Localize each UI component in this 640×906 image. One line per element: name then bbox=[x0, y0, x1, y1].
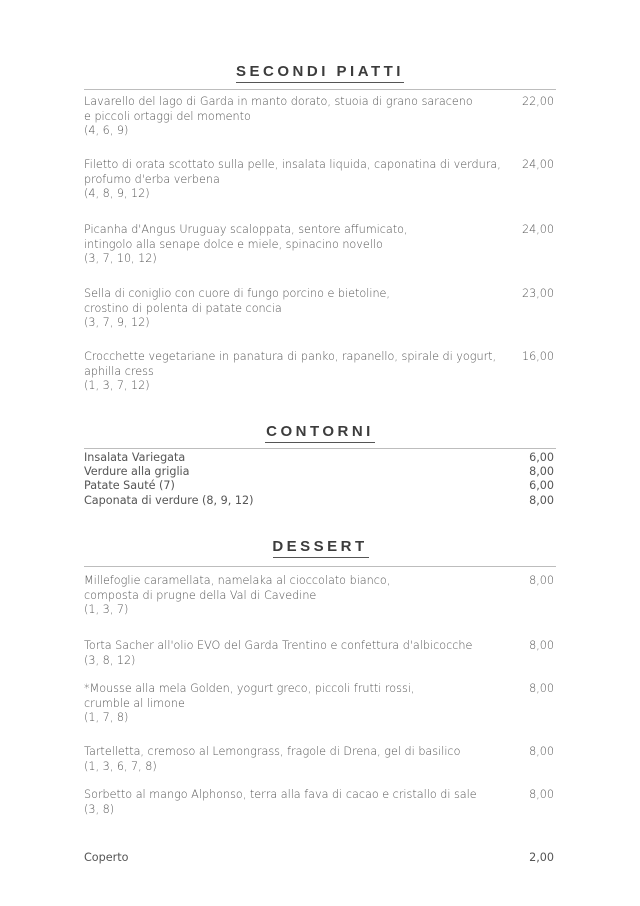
side-item-name: Patate Sauté (7) bbox=[84, 479, 175, 492]
side-item bbox=[84, 494, 556, 509]
item-description: Millefoglie caramellata, namelaka al cioccolato bianco, composta di prugne della Val di Cavedine (1, 3, 7) bbox=[84, 574, 391, 616]
coperto-label: Coperto bbox=[84, 851, 129, 864]
side-item-name: Verdure alla griglia bbox=[84, 465, 190, 478]
item-price: 16,00 bbox=[521, 350, 554, 363]
menu-item bbox=[84, 287, 556, 331]
item-description: Sorbetto al mango Alphonso, terra alla fava di cacao e cristallo di sale (3, 8) bbox=[84, 788, 477, 816]
side-item bbox=[84, 479, 556, 494]
item-description: Picanha d'Angus Uruguay scaloppata, sentore affumicato, intingolo alla senape dolce e miele, spinacino novello (3, 7, 10, 12) bbox=[84, 223, 408, 265]
item-description: Sella di coniglio con cuore di fungo porcino e bietoline, crostino di polenta di patate concia (3, 7, 9, 12) bbox=[84, 287, 390, 329]
menu-item bbox=[84, 350, 556, 394]
item-description: *Mousse alla mela Golden, yogurt greco, piccoli frutti rossi, crumble al limone (1, 7, 8) bbox=[84, 682, 415, 724]
item-price: 22,00 bbox=[521, 95, 554, 108]
side-item-price: 8,00 bbox=[529, 494, 554, 507]
item-price: 8,00 bbox=[529, 574, 554, 587]
menu-item bbox=[84, 682, 556, 726]
dessert-title: DESSERT bbox=[272, 538, 368, 555]
secondi-title: SECONDI PIATTI bbox=[236, 63, 404, 80]
contorni-title: CONTORNI bbox=[266, 423, 374, 440]
coperto-price: 2,00 bbox=[529, 851, 554, 864]
secondi-title-underline bbox=[236, 82, 404, 83]
menu-item bbox=[84, 158, 556, 202]
dessert-rule bbox=[84, 566, 556, 567]
contorni-title-underline bbox=[265, 442, 375, 443]
item-price: 8,00 bbox=[529, 745, 554, 758]
menu-item bbox=[84, 639, 556, 668]
item-price: 8,00 bbox=[529, 639, 554, 652]
side-item bbox=[84, 465, 556, 480]
menu-item bbox=[84, 95, 556, 139]
contorni-rule bbox=[84, 448, 556, 449]
item-price: 24,00 bbox=[521, 158, 554, 171]
item-description: Lavarello del lago di Garda in manto dorato, stuoia di grano saraceno e piccoli ortaggi del momento (4, 6, 9) bbox=[84, 95, 473, 137]
menu-item bbox=[84, 788, 556, 817]
menu-item bbox=[84, 574, 556, 618]
side-item bbox=[84, 451, 556, 466]
item-price: 8,00 bbox=[529, 788, 554, 801]
dessert-title-underline bbox=[273, 557, 369, 558]
side-item-price: 6,00 bbox=[529, 479, 554, 492]
menu-item bbox=[84, 745, 556, 774]
menu-item bbox=[84, 223, 556, 267]
item-price: 24,00 bbox=[521, 223, 554, 236]
side-item-name: Caponata di verdure (8, 9, 12) bbox=[84, 494, 254, 507]
item-description: Torta Sacher all'olio EVO del Garda Trentino e confettura d'albicocche (3, 8, 12) bbox=[84, 639, 473, 667]
side-item-name: Insalata Variegata bbox=[84, 451, 186, 464]
side-item-price: 6,00 bbox=[529, 451, 554, 464]
side-item-price: 8,00 bbox=[529, 465, 554, 478]
item-description: Crocchette vegetariane in panatura di panko, rapanello, spirale di yogurt, aphilla cress (1, 3, 7, 12) bbox=[84, 350, 497, 392]
item-description: Filetto di orata scottato sulla pelle, insalata liquida, caponatina di verdura, profumo d'erba verbena (4, 8, 9, 12) bbox=[84, 158, 501, 200]
item-price: 8,00 bbox=[529, 682, 554, 695]
item-price: 23,00 bbox=[521, 287, 554, 300]
secondi-rule bbox=[84, 89, 556, 90]
coperto-row bbox=[84, 851, 556, 866]
item-description: Tartelletta, cremoso al Lemongrass, fragole di Drena, gel di basilico (1, 3, 6, 7, 8) bbox=[84, 745, 461, 773]
